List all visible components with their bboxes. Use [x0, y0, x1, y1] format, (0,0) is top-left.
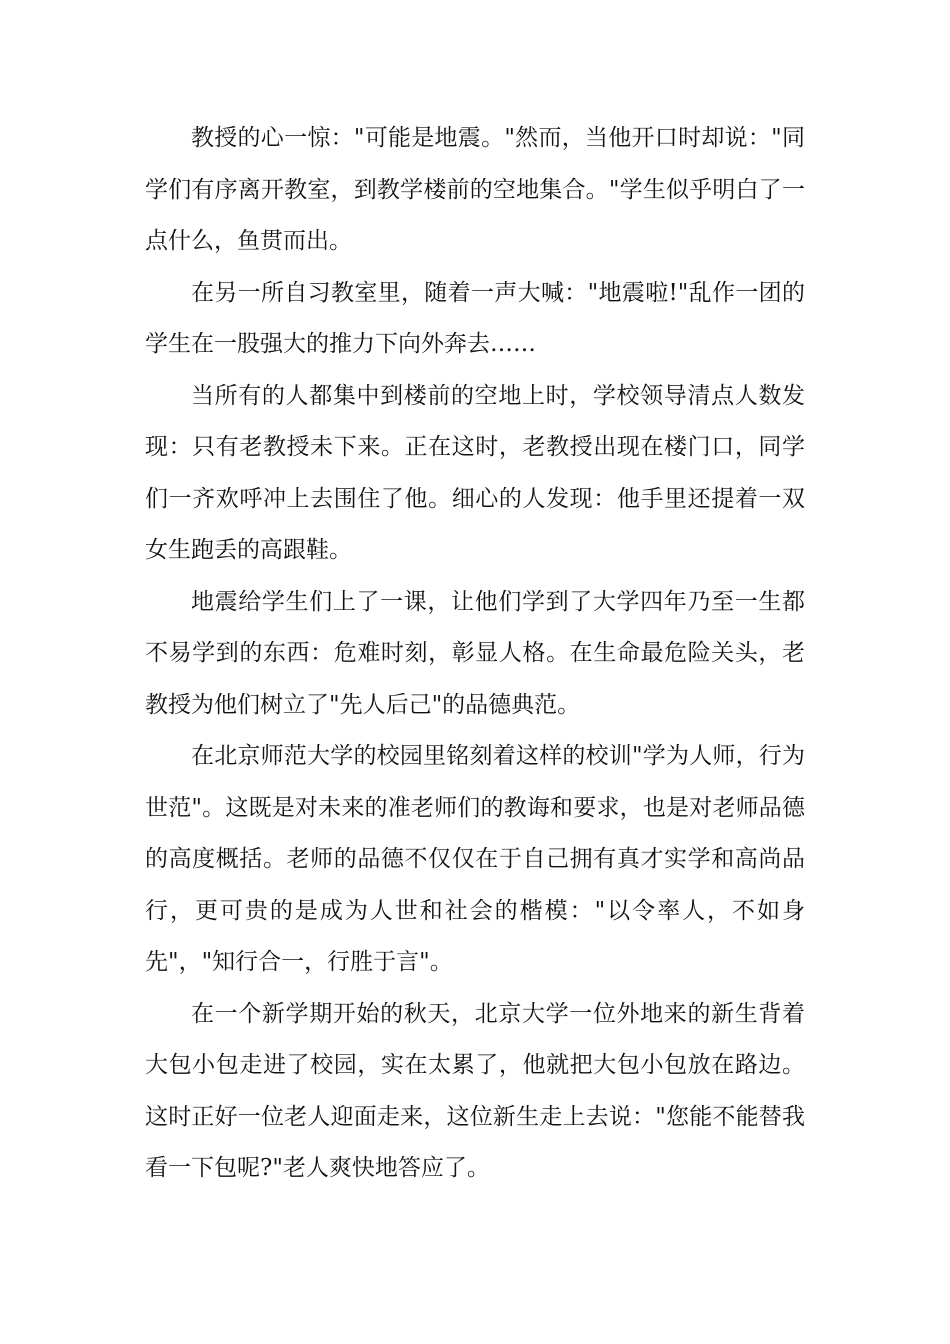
paragraph-3: 当所有的人都集中到楼前的空地上时，学校领导清点人数发现：只有老教授未下来。正在这时，老教授出现在楼门口，同学们一齐欢呼冲上去围住了他。细心的人发现：他手里还提着一双女生跑丢的高跟鞋。 — [145, 382, 805, 563]
paragraph-4: 地震给学生们上了一课，让他们学到了大学四年乃至一生都不易学到的东西：危难时刻，彰显人格。在生命最危险关头，老教授为他们树立了"先人后己"的品德典范。 — [145, 588, 805, 718]
paragraph-2: 在另一所自习教室里，随着一声大喊："地震啦!"乱作一团的学生在一股强大的推力下向外奔去…… — [145, 279, 805, 357]
paragraph-6: 在一个新学期开始的秋天，北京大学一位外地来的新生背着大包小包走进了校园，实在太累了，他就把大包小包放在路边。这时正好一位老人迎面走来，这位新生走上去说："您能不能替我看一下包呢?"老人爽快地答应了。 — [145, 1000, 805, 1181]
document-body — [145, 113, 805, 1195]
paragraph-5: 在北京师范大学的校园里铭刻着这样的校训"学为人师，行为世范"。这既是对未来的准老师们的教诲和要求，也是对老师品德的高度概括。老师的品德不仅仅在于自己拥有真才实学和高尚品行，更可贵的是成为人世和社会的楷模："以令率人，不如身先"，"知行合一，行胜于言"。 — [145, 743, 805, 975]
paragraph-1: 教授的心一惊："可能是地震。"然而，当他开口时却说："同学们有序离开教室，到教学楼前的空地集合。"学生似乎明白了一点什么，鱼贯而出。 — [145, 125, 805, 254]
